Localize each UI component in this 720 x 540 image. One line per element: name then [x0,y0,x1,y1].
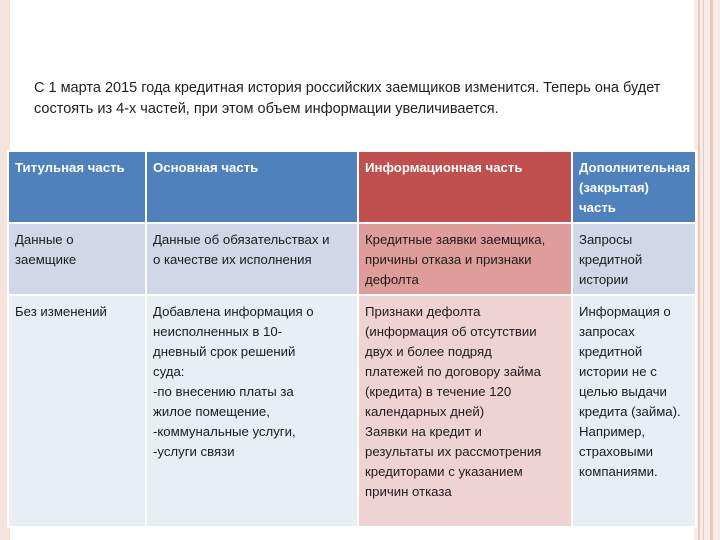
frame-stripe [703,0,704,540]
table-cell: Информация о запросах кредитной истории не с целью выдачи кредита (займа). Например, страховыми компаниями. [572,295,696,527]
table-cell: Запросы кредитной истории [572,223,696,295]
table-cell: Данные о заемщике [8,223,146,295]
table-header-row [8,151,696,223]
table-cell: Без изменений [8,295,146,527]
table-cell: Признаки дефолта (информация об отсутствии двух и более подряд платежей по договору займа (кредита) в течение 120 календарных дней) Заявки на кредит и результаты их рассмотрения кредиторами с указанием причин отказа [358,295,572,527]
intro-text: С 1 марта 2015 года кредитная история российских заемщиков изменится. Теперь она будет состоять из 4-х частей, при этом объем информации увеличивается. [34,80,661,117]
table-row [8,295,696,527]
credit-history-table [7,150,697,528]
table-cell: Кредитные заявки заемщика, причины отказа и признаки дефолта [358,223,572,295]
table-cell: Данные об обязательствах и о качестве их исполнения [146,223,358,295]
header-main-part: Основная часть [146,151,358,223]
header-additional-part: Дополнительная (закрытая) часть [572,151,696,223]
table-row [8,223,696,295]
header-info-part: Информационная часть [358,151,572,223]
header-title-part: Титульная часть [8,151,146,223]
frame-stripe [710,0,713,540]
table-cell: Добавлена информация о неисполненных в 10- дневный срок решений суда: -по внесению платы за жилое помещение, -коммунальные услуги, -услуги связи [146,295,358,527]
frame-stripe [698,0,700,540]
